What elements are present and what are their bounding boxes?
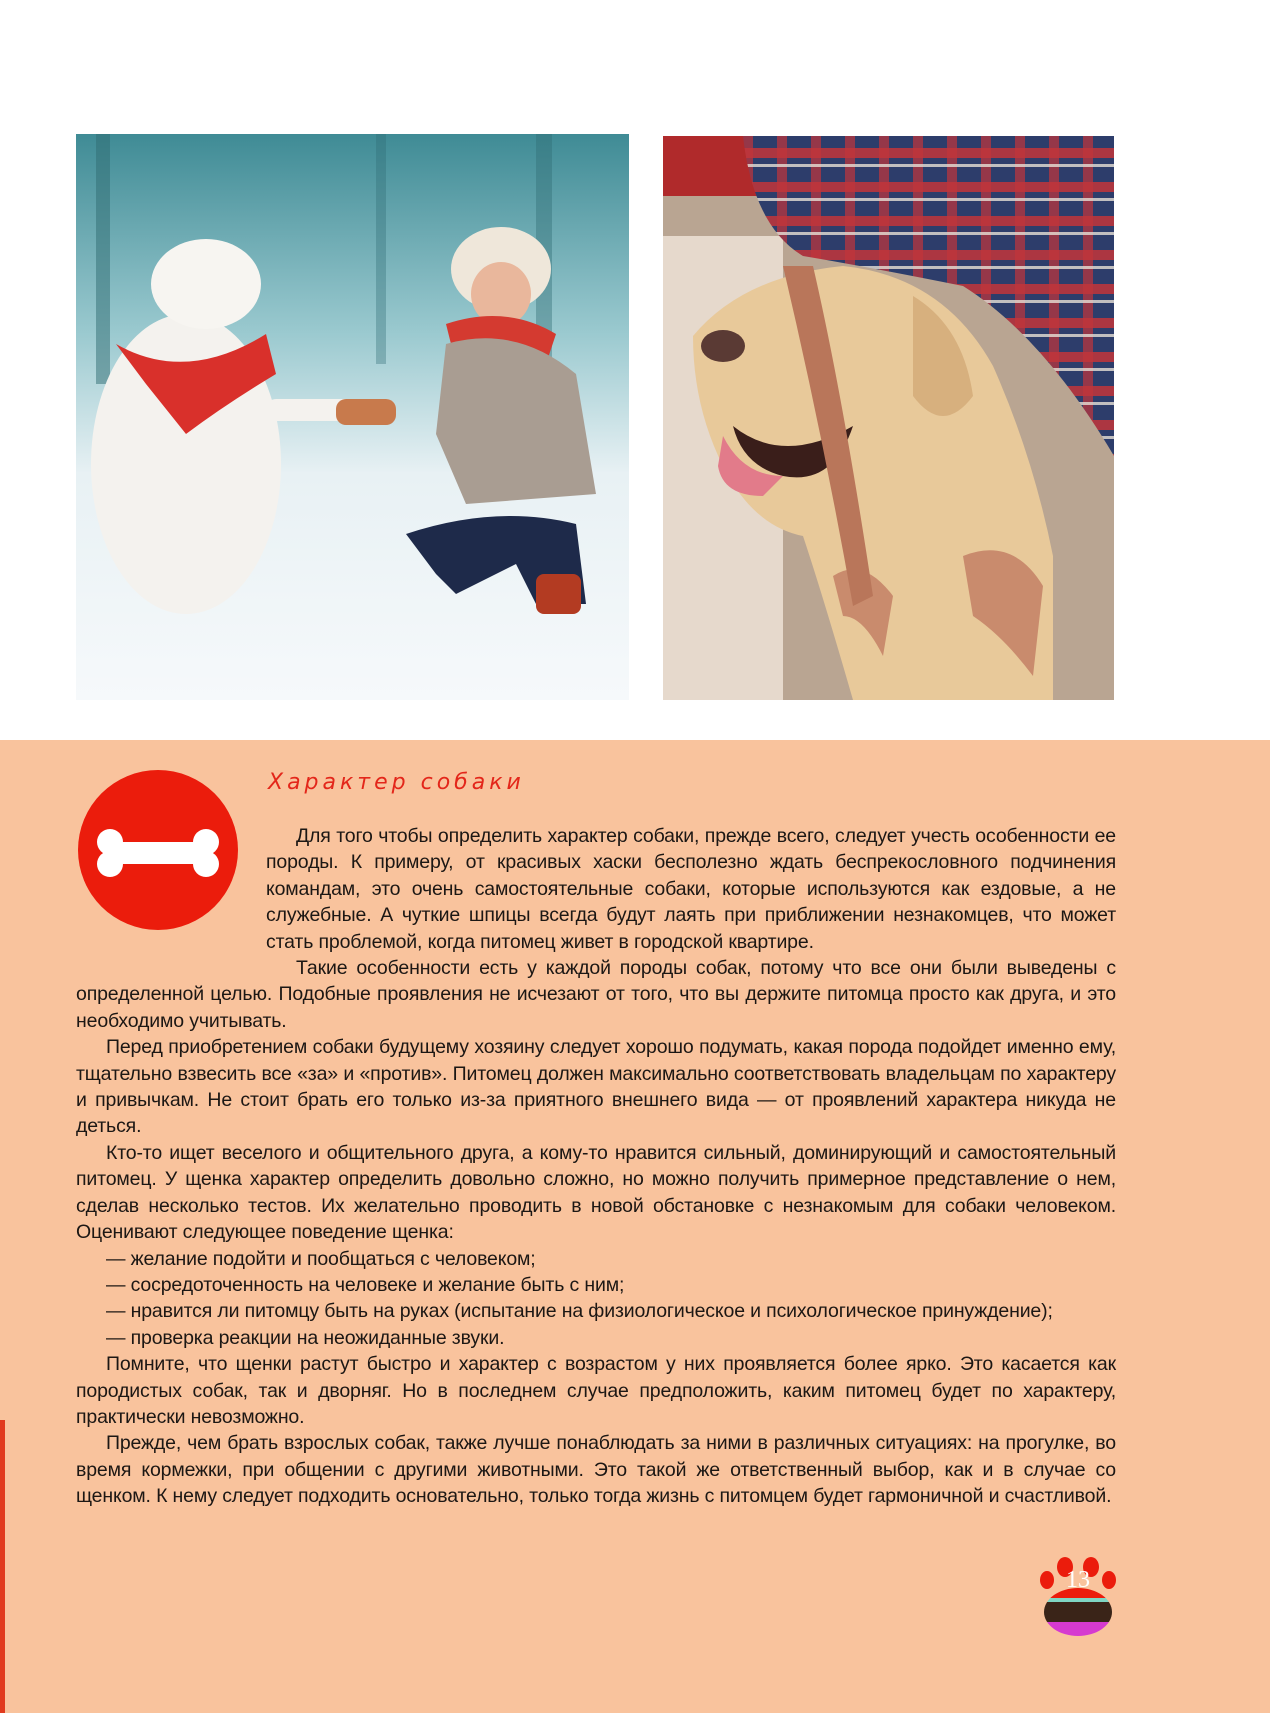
paragraph-6: Прежде, чем брать взрослых собак, также лучше понаблюдать за ними в различных ситуациях: на прогулке, во время кормежки, при общении с другими животными. Это такой же ответственный выбор, как и в случае со щенком. К нему следует подходить основательно, только тогда жизнь с питомцем будет гармоничной и счастливой. (76, 1432, 1116, 1508)
paragraph-2: Такие особенности есть у каждой породы собак, потому что все они были выведены с определенной целью. Подобные проявления не исчезают от того, что вы держите питомца просто как друга, и это необходимо учитывать. (76, 957, 1116, 1032)
paragraph-1: Для того чтобы определить характер собаки, прежде всего, следует учесть особенности ее породы. К примеру, от красивых хаски бесполезно ждать беспрекословного подчинения командам, это очень самостоятельные собаки, которые используются как ездовые, а не служебные. А чуткие шпицы всегда будут лаять при приближении незнакомцев, что может стать проблемой, когда питомец живет в городской квартире. (266, 825, 1116, 953)
article-body (76, 823, 1116, 1510)
list-item: — проверка реакции на неожиданные звуки. (106, 1326, 505, 1349)
paragraph-3: Перед приобретением собаки будущему хозяину следует хорошо подумать, какая порода подойдет именно ему, тщательно взвесить все «за» и «против». Питомец должен максимально соответствовать владельцам по характеру и привычкам. Не стоит брать его только из-за приятного внешнего вида — от проявлений характера никуда не деться. (76, 1036, 1116, 1138)
list-item: — нравится ли питомцу быть на руках (испытание на физиологическое и психологическое принуждение); (106, 1300, 1053, 1323)
list-item: — сосредоточенность на человеке и желание быть с ним; (106, 1273, 625, 1296)
photo-owner-and-labrador (663, 136, 1114, 700)
paragraph-4: Кто-то ищет веселого и общительного друга, а кому-то нравится сильный, доминирующий и самостоятельный питомец. У щенка характер определить довольно сложно, но можно получить примерное представление о нем, сделав несколько тестов. Их желательно проводить в новой обстановке с незнакомым для собаки человеком. Оценивают следующее поведение щенка: (76, 1141, 1116, 1244)
photo-child-and-samoyed (76, 134, 629, 700)
section-title: Характер собаки (268, 770, 525, 795)
edge-strip (0, 1420, 5, 1713)
page-number: 13 (1066, 1567, 1090, 1593)
paragraph-5: Помните, что щенки растут быстро и характер с возрастом у них проявляется более ярко. Это касается как породистых собак, так и дворняг. Но в последнем случае предположить, каким питомец будет по характеру, практически невозможно. (76, 1353, 1116, 1428)
list-item: — желание подойти и пообщаться с человеком; (106, 1247, 536, 1270)
